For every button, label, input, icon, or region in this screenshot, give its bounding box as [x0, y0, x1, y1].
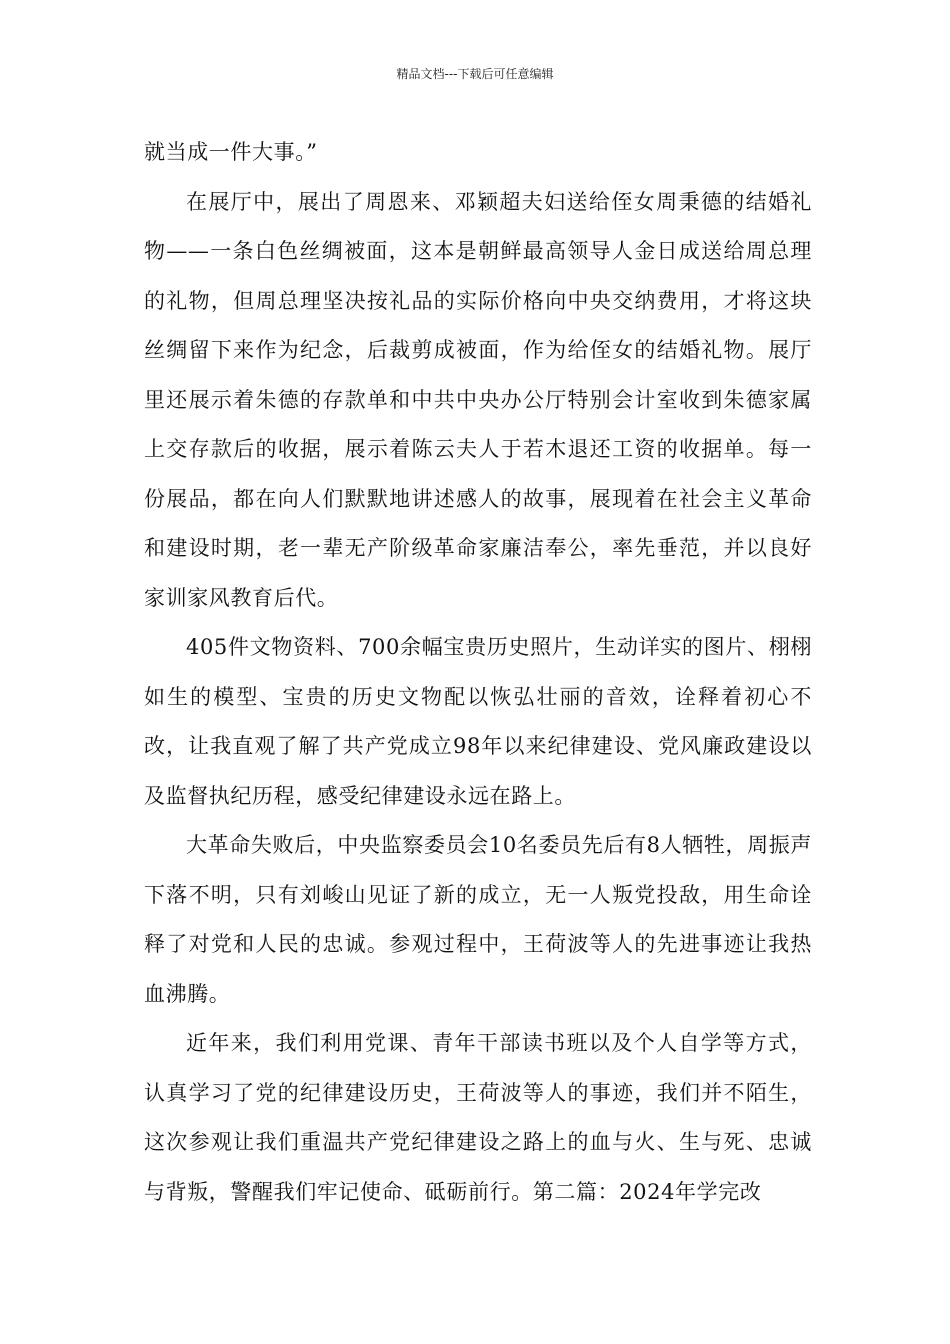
page-header: 精品文档---下载后可任意编辑 — [396, 67, 554, 81]
paragraph-revolution-history: 大革命失败后，中央监察委员会10名委员先后有8人牺牲，周振声下落不明，只有刘峻山见证了新的成立，无一人叛党投敌，用生命诠释了对党和人民的忠诚。参观过程中，王荷波等人的先进事迹让我热血沸腾。 — [144, 833, 812, 1006]
paragraph-exhibits-summary: 405件文物资料、700余幅宝贵历史照片，生动详实的图片、栩栩如生的模型、宝贵的历史文物配以恢弘壮丽的音效，诠释着初心不改，让我直观了解了共产党成立98年以来纪律建设、党风廉政建设以及监督执纪历程，感受纪律建设永远在路上。 — [144, 635, 812, 808]
paragraph-exhibition-hall: 在展厅中，展出了周恩来、邓颖超夫妇送给侄女周秉德的结婚礼物——一条白色丝绸被面，这本是朝鲜最高领导人金日成送给周总理的礼物，但周总理坚决按礼品的实际价格向中央交纳费用，才将这块丝绸留下来作为纪念，后裁剪成被面，作为给侄女的结婚礼物。展厅里还展示着朱德的存款单和中共中央办公厅特别会计室收到朱德家属上交存款后的收据，展示着陈云夫人于若木退还工资的收据单。每一份展品，都在向人们默默地讲述感人的故事，展现着在社会主义革命和建设时期，老一辈无产阶级革命家廉洁奉公，率先垂范，并以良好家训家风教育后代。 — [144, 189, 812, 610]
paragraph-continued: 就当成一件大事。” — [144, 140, 318, 164]
paragraph-recent-study: 近年来，我们利用党课、青年干部读书班以及个人自学等方式，认真学习了党的纪律建设历史，王荷波等人的事迹，我们并不陌生，这次参观让我们重温共产党纪律建设之路上的血与火、生与死、忠诚与背叛，警醒我们牢记使命、砥砺前行。第二篇：2024年学完改 — [144, 1031, 812, 1204]
document-body — [144, 128, 812, 1217]
